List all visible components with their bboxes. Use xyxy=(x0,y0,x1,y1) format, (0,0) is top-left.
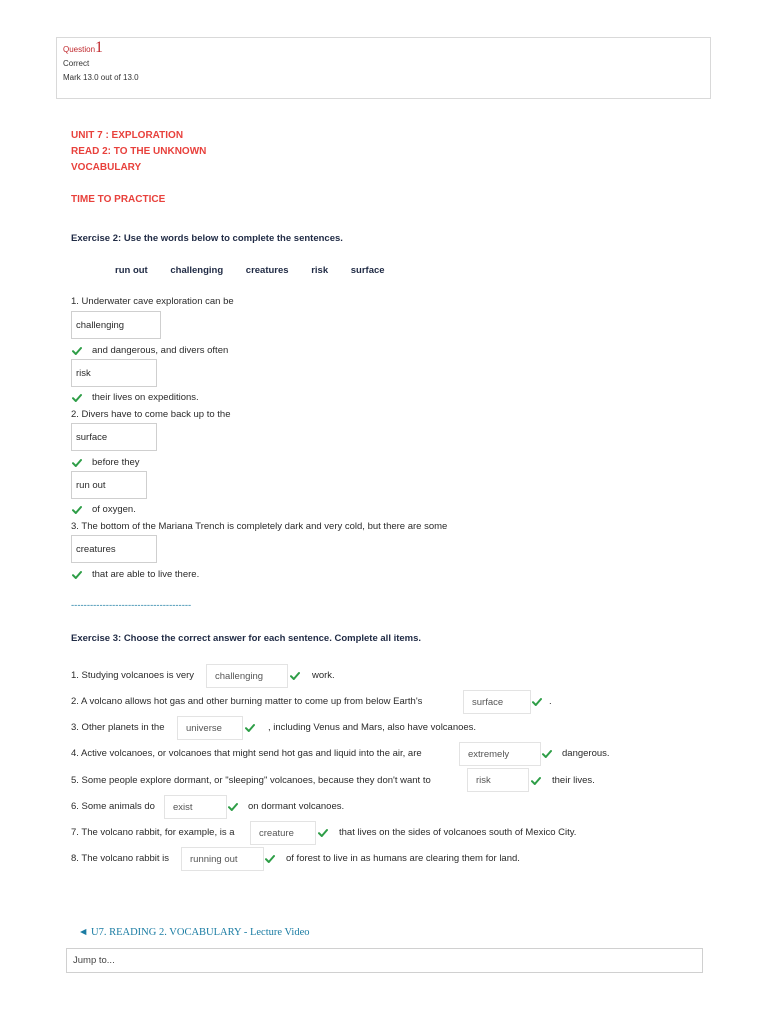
answer-select[interactable]: surface xyxy=(463,690,531,714)
check-icon xyxy=(72,458,82,468)
check-icon xyxy=(290,671,300,681)
question-status: Correct xyxy=(63,59,90,68)
read-heading: READ 2: TO THE UNKNOWN xyxy=(71,146,207,157)
check-icon xyxy=(72,346,82,356)
sentence-text: 1. Underwater cave exploration can be xyxy=(71,296,234,307)
item-text: 4. Active volcanoes, or volcanoes that might send hot gas and liquid into the air, are xyxy=(71,748,422,759)
item-text: 2. A volcano allows hot gas and other burning matter to come up from below Earth's xyxy=(71,696,423,707)
sentence-text: 2. Divers have to come back up to the xyxy=(71,409,231,420)
word-bank-item: risk xyxy=(311,265,329,276)
item-text: dangerous. xyxy=(562,748,610,759)
sentence-text: their lives on expeditions. xyxy=(92,392,199,403)
jump-to-select[interactable]: Jump to... xyxy=(66,948,703,973)
item-text: 6. Some animals do xyxy=(71,801,155,812)
word-bank-item: run out xyxy=(115,265,148,276)
check-icon xyxy=(228,802,238,812)
item-text: that lives on the sides of volcanoes south of Mexico City. xyxy=(339,827,577,838)
sentence-text: and dangerous, and divers often xyxy=(92,345,229,356)
question-number: 1 xyxy=(95,39,104,56)
unit-heading: UNIT 7 : EXPLORATION xyxy=(71,130,184,141)
sentence-text: that are able to live there. xyxy=(92,569,200,580)
check-icon xyxy=(72,570,82,580)
answer-field-run-out[interactable]: run out xyxy=(71,471,147,499)
sentence-text: 3. The bottom of the Mariana Trench is completely dark and very cold, but there are some xyxy=(71,521,448,532)
word-bank-item: surface xyxy=(350,265,385,276)
answer-select[interactable]: extremely xyxy=(459,742,541,766)
exercise2-title: Exercise 2: Use the words below to complete the sentences. xyxy=(71,233,343,244)
item-text: 5. Some people explore dormant, or "sleeping" volcanoes, because they don't want to xyxy=(71,775,431,786)
answer-select[interactable]: risk xyxy=(467,768,529,792)
check-icon xyxy=(72,505,82,515)
answer-select[interactable]: exist xyxy=(164,795,227,819)
exercise3-title: Exercise 3: Choose the correct answer for each sentence. Complete all items. xyxy=(71,633,422,644)
question-mark: Mark 13.0 out of 13.0 xyxy=(63,73,139,82)
check-icon xyxy=(245,723,255,733)
practice-heading: TIME TO PRACTICE xyxy=(71,194,166,205)
item-text: 1. Studying volcanoes is very xyxy=(71,670,195,681)
answer-select[interactable]: universe xyxy=(177,716,243,740)
answer-field-surface[interactable]: surface xyxy=(71,423,157,451)
sentence-text: before they xyxy=(92,457,140,468)
check-icon xyxy=(542,749,552,759)
previous-activity-link[interactable]: ◄ U7. READING 2. VOCABULARY - Lecture Video xyxy=(78,927,310,938)
question-label: Question xyxy=(63,45,96,54)
word-bank-item: challenging xyxy=(170,265,224,276)
item-text: 8. The volcano rabbit is xyxy=(71,853,170,864)
section-divider: -------------------------------------- xyxy=(71,600,192,611)
answer-field-risk[interactable]: risk xyxy=(71,359,157,387)
item-text: , including Venus and Mars, also have volcanoes. xyxy=(268,722,477,733)
check-icon xyxy=(532,697,542,707)
item-text: of forest to live in as humans are clearing them for land. xyxy=(286,853,520,864)
check-icon xyxy=(318,828,328,838)
question-info-box xyxy=(56,37,711,99)
item-text: . xyxy=(549,696,552,707)
check-icon xyxy=(72,393,82,403)
answer-select[interactable]: creature xyxy=(250,821,316,845)
item-text: 7. The volcano rabbit, for example, is a xyxy=(71,827,235,838)
item-text: 3. Other planets in the xyxy=(71,722,165,733)
sentence-text: of oxygen. xyxy=(92,504,136,515)
word-bank xyxy=(115,265,405,276)
answer-select[interactable]: running out xyxy=(181,847,264,871)
word-bank-item: creatures xyxy=(245,265,289,276)
item-text: work. xyxy=(312,670,335,681)
vocab-heading: VOCABULARY xyxy=(71,162,142,173)
answer-field-creatures[interactable]: creatures xyxy=(71,535,157,563)
check-icon xyxy=(531,776,541,786)
answer-select[interactable]: challenging xyxy=(206,664,288,688)
question-number-line xyxy=(63,41,704,57)
item-text: their lives. xyxy=(552,775,595,786)
check-icon xyxy=(265,854,275,864)
item-text: on dormant volcanoes. xyxy=(248,801,345,812)
answer-field-challenging[interactable]: challenging xyxy=(71,311,161,339)
